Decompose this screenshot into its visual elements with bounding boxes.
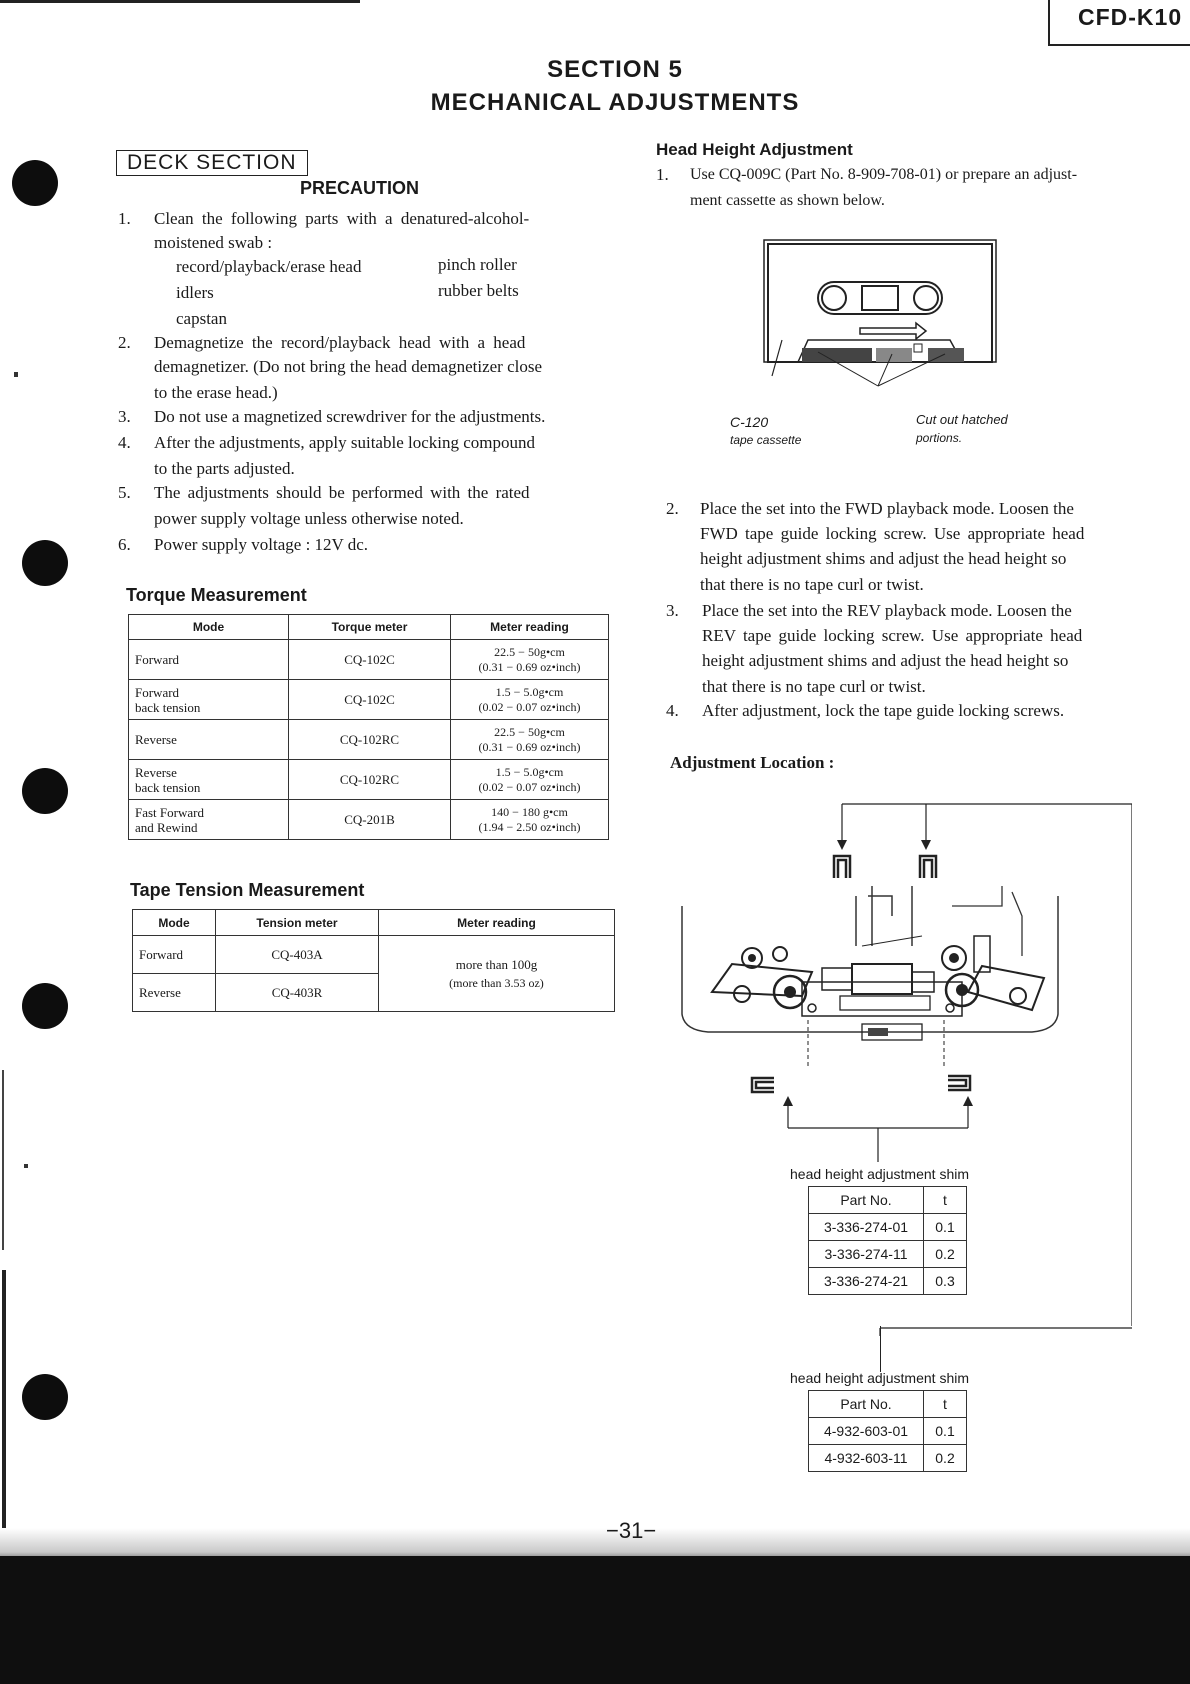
punch-hole [22, 540, 68, 586]
table-header: Mode [133, 910, 216, 936]
deck-section-label: DECK SECTION [116, 150, 308, 176]
shim-table-2 [808, 1390, 967, 1472]
precaution-heading: PRECAUTION [300, 178, 420, 198]
punch-hole [22, 983, 68, 1029]
table-row: Reverse CQ-102RC 22.5 − 50g•cm (0.31 − 0.69 oz•inch) [129, 720, 609, 760]
table-header: Part No. [809, 1391, 924, 1418]
diagram-connector [880, 1326, 881, 1372]
cassette-label: C-120 tape cassette [730, 414, 802, 447]
table-row: 4-932-603-11 0.2 [809, 1445, 967, 1472]
cut-out-label: Cut out hatched portions. [916, 412, 1008, 445]
shim-caption: head height adjustment shim [790, 1370, 969, 1386]
shim-table-1 [808, 1186, 967, 1295]
scan-edge-line [2, 1070, 4, 1250]
table-row: 3-336-274-21 0.3 [809, 1268, 967, 1295]
table-row: 3-336-274-01 0.1 [809, 1214, 967, 1241]
shim-caption: head height adjustment shim [790, 1166, 969, 1182]
adjustment-location-heading: Adjustment Location : [670, 753, 835, 772]
table-row: Reverse back tension CQ-102RC 1.5 − 5.0g•cm (0.02 − 0.07 oz•inch) [129, 760, 609, 800]
table-row: 4-932-603-01 0.1 [809, 1418, 967, 1445]
top-edge-line [0, 0, 360, 3]
table-row: Forward CQ-403A more than 100g (more than 3.53 oz) [133, 936, 615, 974]
scan-speck [24, 1164, 28, 1168]
table-header: Meter reading [379, 910, 615, 936]
table-row: Fast Forward and Rewind CQ-201B 140 − 180 g•cm (1.94 − 2.50 oz•inch) [129, 800, 609, 840]
table-row: 3-336-274-11 0.2 [809, 1241, 967, 1268]
scan-shadow [0, 1528, 1190, 1558]
head-height-steps: 1. Use CQ-009C (Part No. 8-909-708-01) or prepare an adjust- ment cassette as shown below. 2. Place the set into the FWD playback mode. Loosen the FWD tape guide locking screw. Use appropriate head height adjustment shims and adjust the head height so that there is no tape curl or twist. 3. Place the set into the REV playback mode. Loosen the REV tape guide locking screw. Use appropriate head height adjustment shims and adjust the head height so that there is no tape curl or twist. 4. After adjustment, lock the tape guide locking screws. [656, 165, 1085, 720]
punch-hole [22, 1374, 68, 1420]
table-header: Meter reading [451, 615, 609, 640]
precaution-list: 1. Clean the following parts with a denatured-alcohol- moistened swab : record/playback/erase head idlers capstan pinch roller rubber belts 2. Demagnetize the record/playback head with a head demagnetizer. (Do not bring the head demagnetizer close to the erase head.) 3. Do not use a magnetized screwdriver for the adjustments. 4. After the adjustments, apply suitable locking compound to the parts adjusted. 5. The adjustments should be performed with the rated power supply voltage unless otherwise noted. 6. Power supply voltage : 12V dc. [118, 209, 546, 554]
model-number: CFD-K10 [1048, 0, 1190, 46]
table-row: Forward CQ-102C 22.5 − 50g•cm (0.31 − 0.69 oz•inch) [129, 640, 609, 680]
scan-edge-line [2, 1270, 6, 1530]
torque-heading: Torque Measurement [126, 585, 307, 605]
page-title: MECHANICAL ADJUSTMENTS [430, 89, 800, 116]
table-header: Tension meter [216, 910, 379, 936]
section-number: SECTION 5 [547, 56, 683, 83]
table-header: Torque meter [289, 615, 451, 640]
table-row: Forward back tension CQ-102C 1.5 − 5.0g•cm (0.02 − 0.07 oz•inch) [129, 680, 609, 720]
punch-hole [12, 160, 58, 206]
page-number: −31− [606, 1518, 657, 1543]
table-header: t [924, 1187, 967, 1214]
tension-heading: Tape Tension Measurement [130, 880, 365, 900]
table-header: t [924, 1391, 967, 1418]
table-row: Reverse CQ-403R [133, 974, 615, 1012]
scan-bottom-band [0, 1556, 1190, 1684]
table-header: Mode [129, 615, 289, 640]
torque-table [128, 614, 609, 840]
table-header: Part No. [809, 1187, 924, 1214]
tension-table [132, 909, 615, 1012]
punch-hole [22, 768, 68, 814]
scan-speck [14, 372, 18, 377]
head-height-heading: Head Height Adjustment [656, 140, 853, 159]
cassette-diagram [700, 236, 1040, 396]
